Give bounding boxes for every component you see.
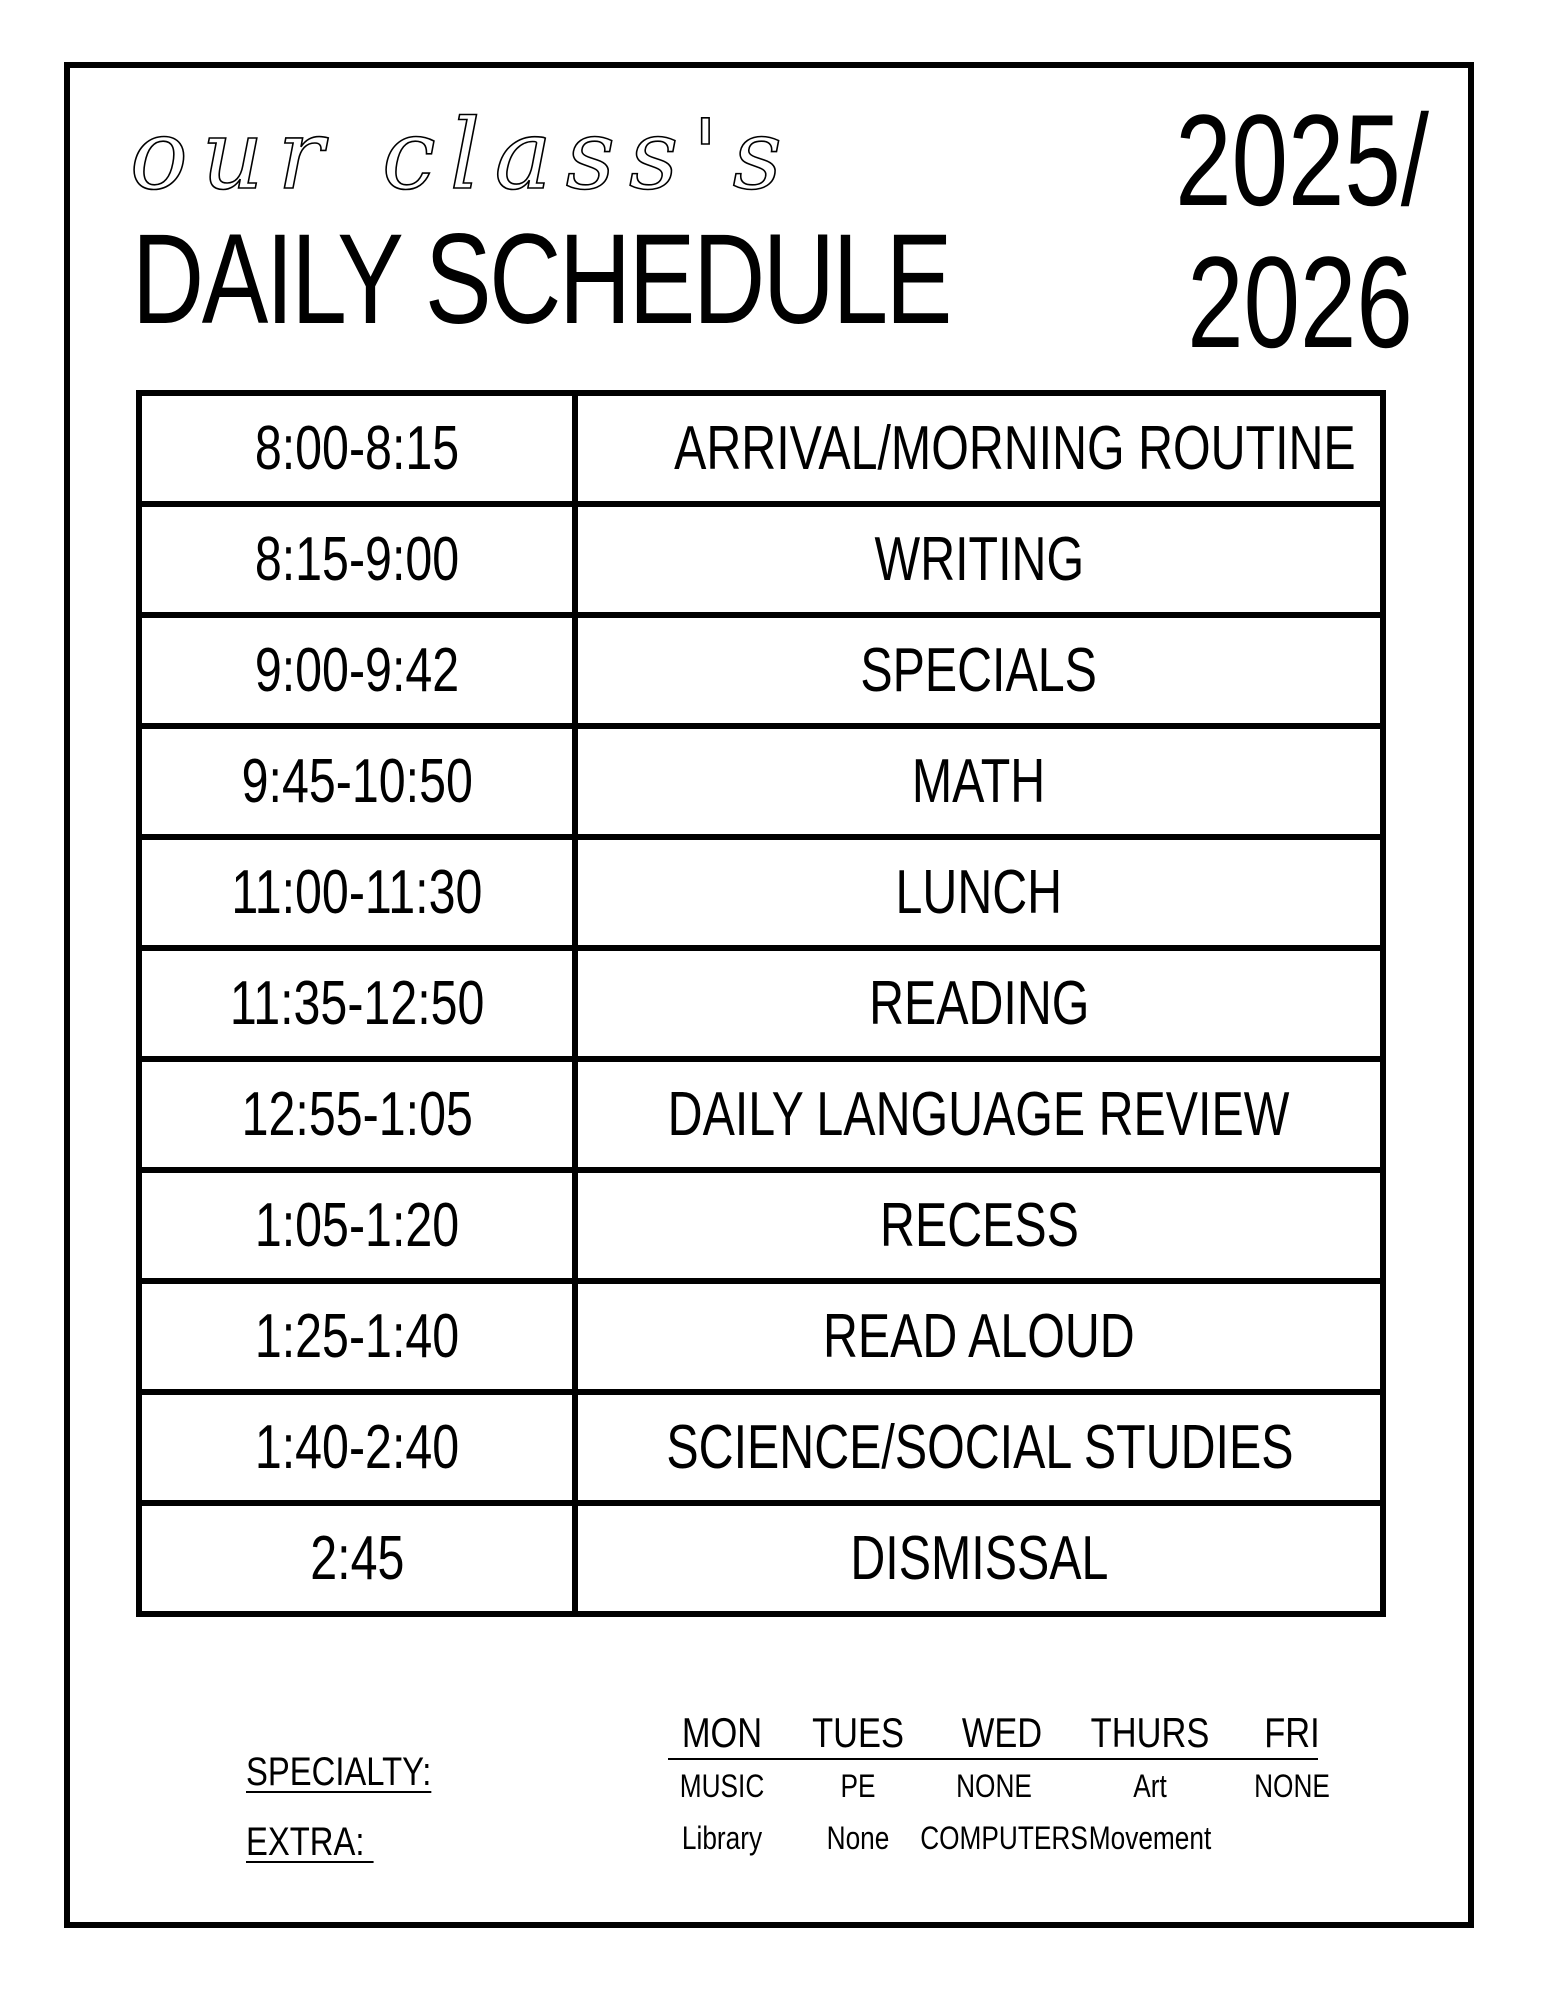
weekday-mon: MON	[681, 1709, 763, 1756]
time-slot: 2:45	[309, 1523, 405, 1593]
school-year-start: 2025/	[1175, 87, 1429, 233]
activity-cell	[575, 1059, 1383, 1170]
weekday-fri: FRI	[1264, 1709, 1320, 1756]
activity-name: WRITING	[874, 524, 1084, 594]
time-cell	[139, 1503, 575, 1614]
time-cell	[139, 1059, 575, 1170]
table-row	[139, 1170, 1383, 1281]
time-slot: 9:45-10:50	[241, 746, 473, 816]
time-cell	[139, 504, 575, 615]
script-title-text: our class's	[130, 100, 796, 210]
time-cell	[139, 726, 575, 837]
schedule-table	[136, 390, 1386, 1617]
extra-wed: COMPUTERS	[920, 1820, 1088, 1856]
table-row	[139, 837, 1383, 948]
activity-cell	[575, 1281, 1383, 1392]
activity-cell	[575, 948, 1383, 1059]
table-row	[139, 1281, 1383, 1392]
activity-name: RECESS	[879, 1190, 1079, 1260]
activity-cell	[575, 1392, 1383, 1503]
time-slot: 1:05-1:20	[254, 1190, 460, 1260]
table-row	[139, 1503, 1383, 1614]
weekday-thurs: THURS	[1090, 1709, 1210, 1756]
extra-mon: Library	[681, 1820, 763, 1856]
weekday-wed: WED	[961, 1709, 1043, 1756]
activity-name: DAILY LANGUAGE REVIEW	[668, 1079, 1290, 1149]
extra-label: EXTRA:	[246, 1820, 374, 1864]
activity-name: SCIENCE/SOCIAL STUDIES	[666, 1412, 1294, 1482]
time-slot: 9:00-9:42	[254, 635, 460, 705]
activity-name: SPECIALS	[860, 635, 1098, 705]
activity-cell	[575, 837, 1383, 948]
time-slot: 11:00-11:30	[231, 857, 483, 927]
activity-name: READING	[868, 968, 1090, 1038]
extra-tues: None	[826, 1820, 890, 1856]
specialty-wed: NONE	[956, 1768, 1032, 1804]
specialty-thurs: Art	[1133, 1768, 1167, 1804]
table-row	[139, 1392, 1383, 1503]
time-slot: 12:55-1:05	[241, 1079, 473, 1149]
time-cell	[139, 615, 575, 726]
activity-name: READ ALOUD	[823, 1301, 1135, 1371]
extra-thurs: Movement	[1088, 1820, 1212, 1856]
specialty-fri: NONE	[1254, 1768, 1330, 1804]
page-title: DAILY SCHEDULE	[132, 208, 951, 351]
activity-cell	[575, 726, 1383, 837]
time-slot: 8:15-9:00	[254, 524, 460, 594]
table-row	[139, 615, 1383, 726]
activity-name: DISMISSAL	[849, 1523, 1109, 1593]
time-slot: 8:00-8:15	[254, 413, 460, 483]
time-cell	[139, 1170, 575, 1281]
time-cell	[139, 393, 575, 504]
time-cell	[139, 837, 575, 948]
time-cell	[139, 948, 575, 1059]
activity-name: ARRIVAL/MORNING ROUTINE	[674, 413, 1356, 483]
table-row	[139, 504, 1383, 615]
table-row	[139, 1059, 1383, 1170]
activity-cell	[575, 615, 1383, 726]
table-row	[139, 948, 1383, 1059]
time-slot: 1:25-1:40	[254, 1301, 460, 1371]
script-title	[130, 100, 950, 210]
activity-cell	[575, 504, 1383, 615]
weekday-tues: TUES	[812, 1709, 904, 1756]
specialty-mon: MUSIC	[679, 1768, 765, 1804]
specialty-label: SPECIALTY:	[246, 1750, 432, 1794]
activity-cell	[575, 1503, 1383, 1614]
table-row	[139, 393, 1383, 504]
activity-name: MATH	[912, 746, 1046, 816]
time-slot: 11:35-12:50	[229, 968, 485, 1038]
time-cell	[139, 1392, 575, 1503]
activity-name: LUNCH	[895, 857, 1063, 927]
weekday-underline	[668, 1758, 1318, 1760]
time-slot: 1:40-2:40	[254, 1412, 460, 1482]
time-cell	[139, 1281, 575, 1392]
activity-cell	[575, 393, 1383, 504]
specialty-tues: PE	[840, 1768, 876, 1804]
school-year-end: 2026	[1187, 229, 1413, 375]
table-row	[139, 726, 1383, 837]
activity-cell	[575, 1170, 1383, 1281]
